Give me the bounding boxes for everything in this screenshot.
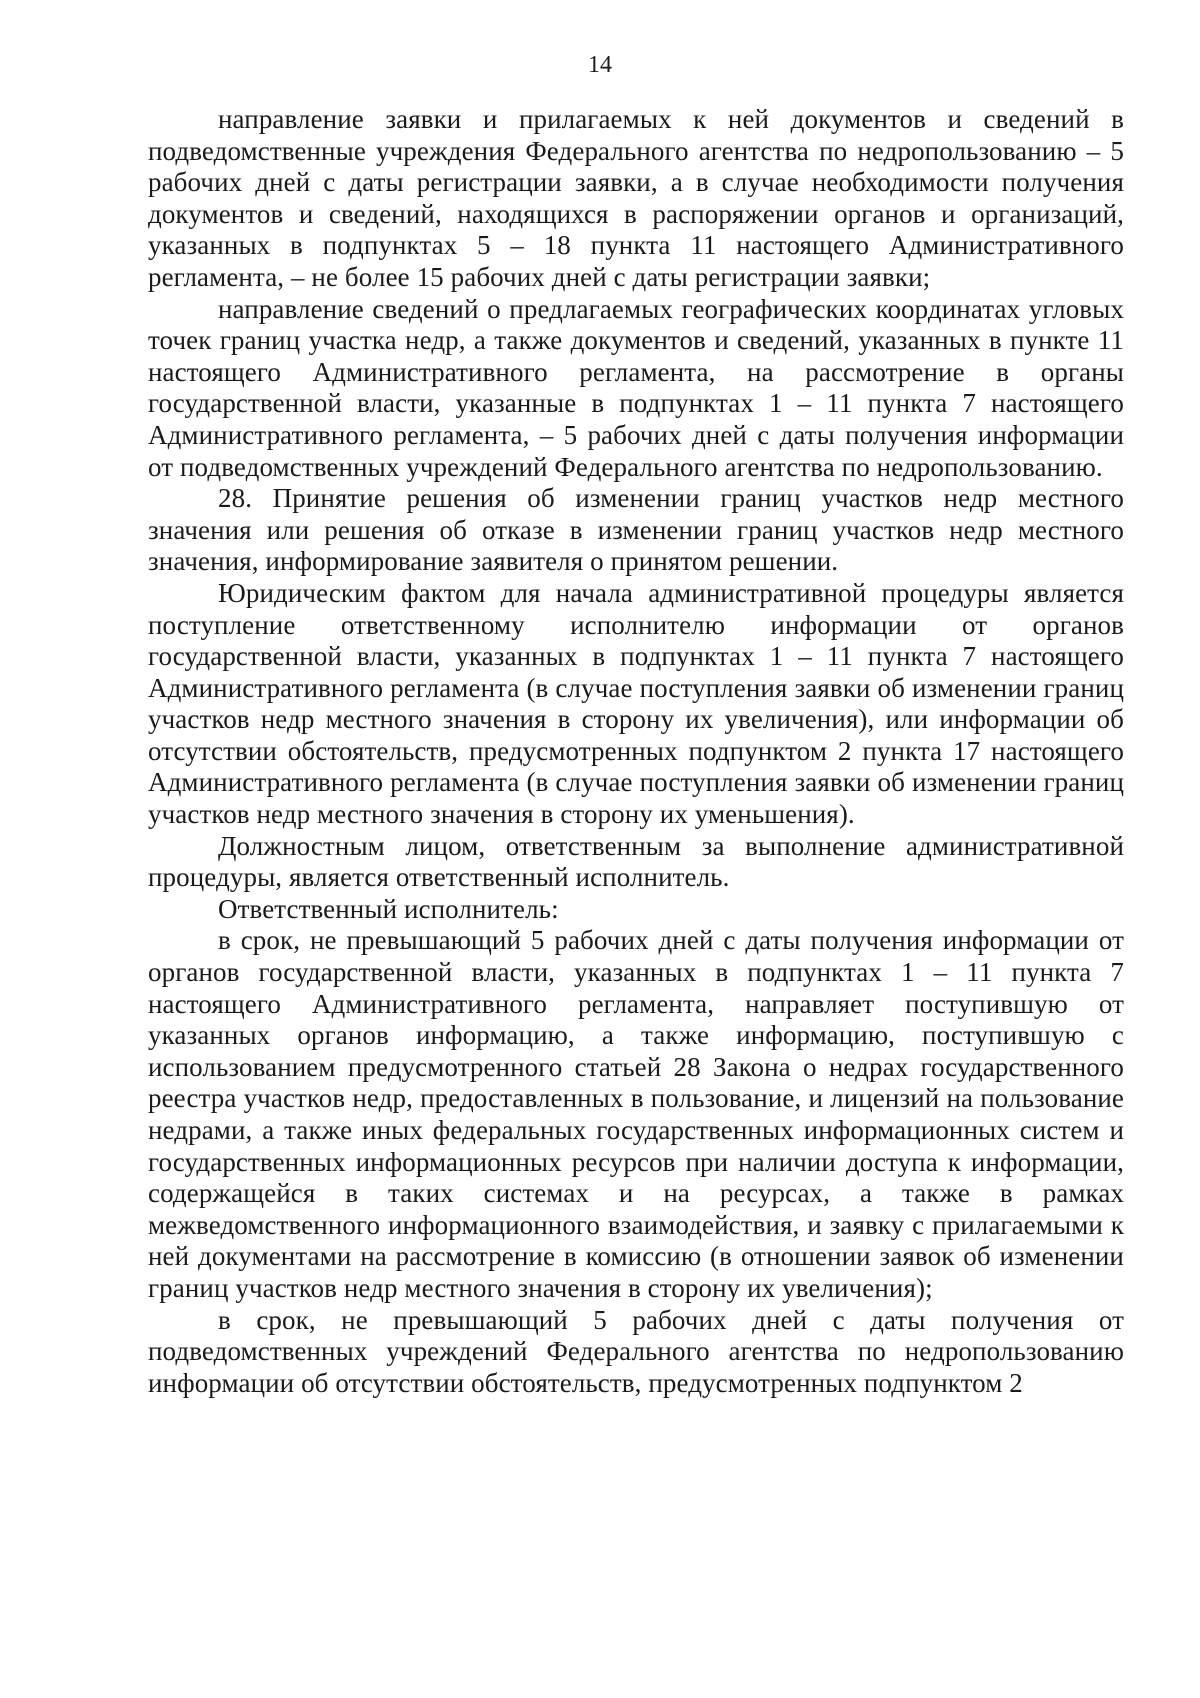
paragraph: в срок, не превышающий 5 рабочих дней с даты получения информации от органов государственной власти, указанных в подпунктах 1 – 11 пункта 7 настоящего Административного регламента, направляет поступившую от указанных органов информацию, а также информацию, поступившую с использованием предусмотренного статьей 28 Закона о недрах государственного реестра участков недр, предоставленных в пользование, и лицензий на пользование недрами, а также иных федеральных государственных информационных систем и государственных информационных ресурсов при наличии доступа к информации, содержащейся в таких системах и на ресурсах, а также в рамках межведомственного информационного взаимодействия, и заявку с прилагаемыми к ней документами на рассмотрение в комиссию (в отношении заявок об изменении границ участков недр местного значения в сторону их увеличения);: [148, 925, 1124, 1303]
paragraph: 28. Принятие решения об изменении границ участков недр местного значения или решения об отказе в изменении границ участков недр местного значения, информирование заявителя о принятом решении.: [148, 483, 1124, 577]
paragraph: Юридическим фактом для начала административной процедуры является поступление ответственному исполнителю информации от органов государственной власти, указанных в подпунктах 1 – 11 пункта 7 настоящего Административного регламента (в случае поступления заявки об изменении границ участков недр местного значения в сторону их увеличения), или информации об отсутствии обстоятельств, предусмотренных подпунктом 2 пункта 17 настоящего Административного регламента (в случае поступления заявки об изменении границ участков недр местного значения в сторону их уменьшения).: [148, 577, 1124, 830]
document-body: [148, 104, 1124, 1399]
paragraph: Ответственный исполнитель:: [218, 893, 559, 924]
paragraph: направление заявки и прилагаемых к ней документов и сведений в подведомственные учреждения Федерального агентства по недропользованию – 5 рабочих дней с даты регистрации заявки, а в случае необходимости получения документов и сведений, находящихся в распоряжении органов и организаций, указанных в подпунктах 5 – 18 пункта 11 настоящего Административного регламента, – не более 15 рабочих дней с даты регистрации заявки;: [148, 104, 1124, 292]
paragraph: направление сведений о предлагаемых географических координатах угловых точек границ участка недр, а также документов и сведений, указанных в пункте 11 настоящего Административного регламента, на рассмотрение в органы государственной власти, указанные в подпунктах 1 – 11 пункта 7 настоящего Административного регламента, – 5 рабочих дней с даты получения информации от подведомственных учреждений Федерального агентства по недропользованию.: [148, 293, 1124, 482]
paragraph: в срок, не превышающий 5 рабочих дней с даты получения от подведомственных учреждений Федерального агентства по недропользованию информации об отсутствии обстоятельств, предусмотренных подпунктом 2: [148, 1304, 1124, 1398]
paragraph: Должностным лицом, ответственным за выполнение административной процедуры, является ответственный исполнитель.: [148, 830, 1124, 893]
page-number: 14: [588, 52, 612, 78]
